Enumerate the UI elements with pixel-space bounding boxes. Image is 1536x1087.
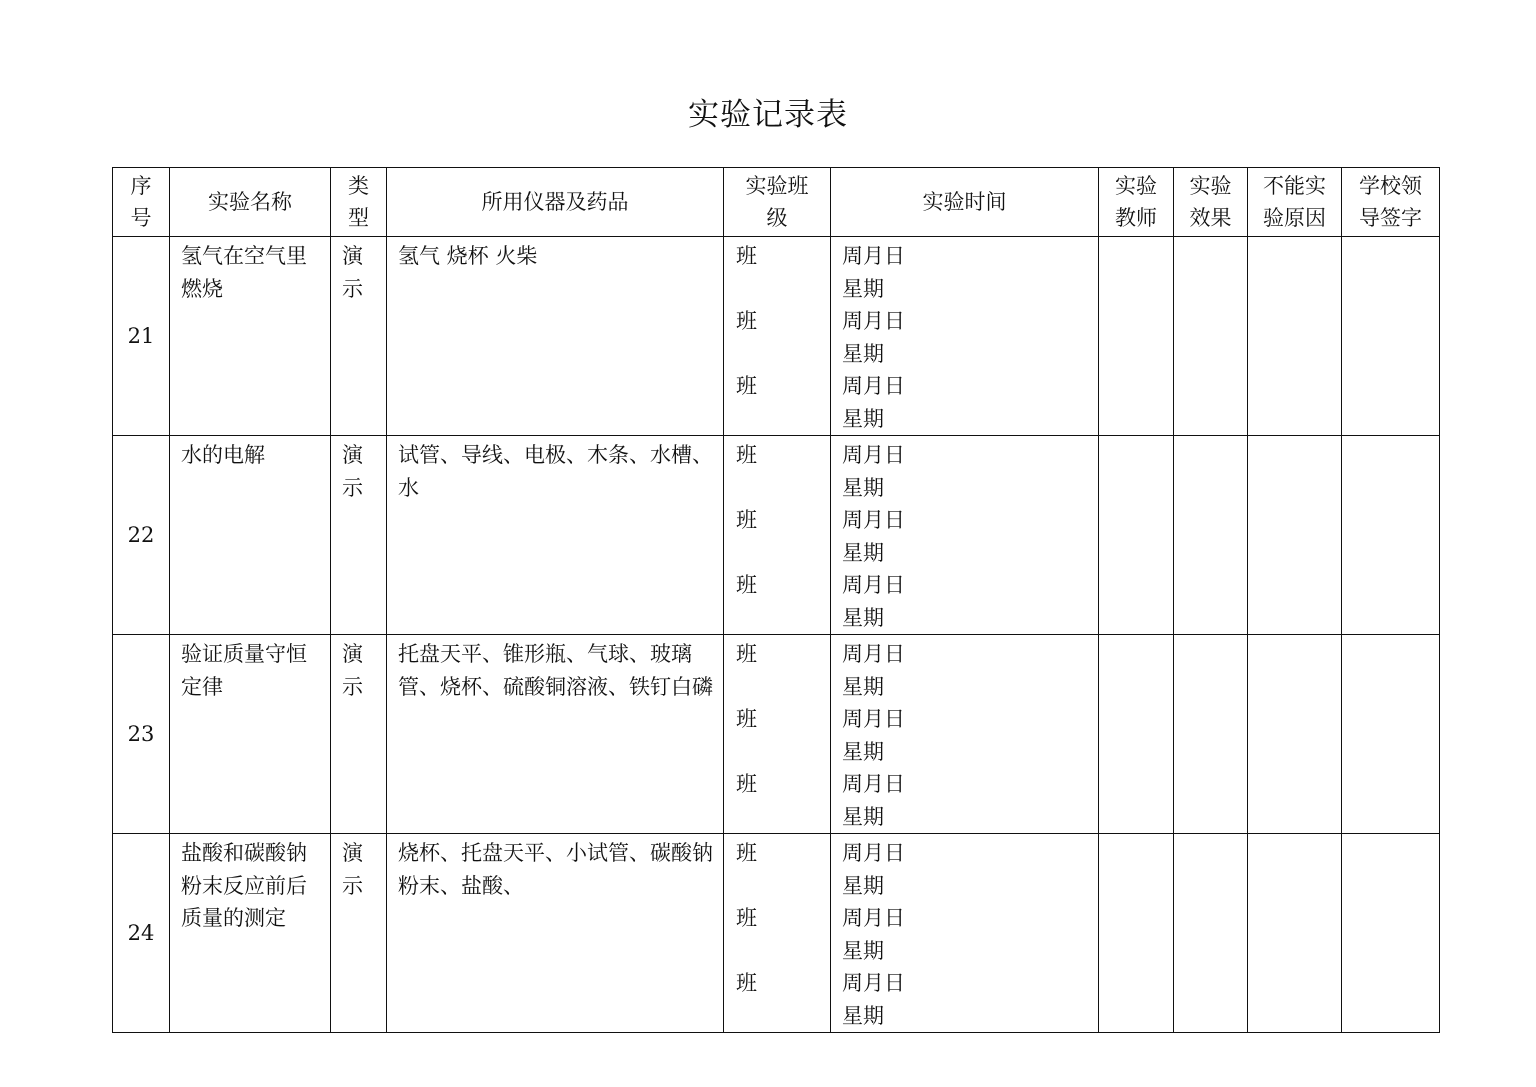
header-effect: 实验 效果: [1174, 168, 1248, 237]
weekday-line: 星期: [842, 540, 884, 565]
header-time: 实验时间: [831, 168, 1099, 237]
class-slot: 班: [736, 508, 757, 532]
cell-reason[interactable]: [1248, 436, 1342, 635]
weekday-line: 星期: [842, 605, 884, 630]
cell-effect[interactable]: [1174, 436, 1248, 635]
class-slot: 班: [736, 642, 757, 666]
table-row: [113, 237, 1440, 436]
cell-reason[interactable]: [1248, 635, 1342, 834]
cell-name: 氢气在空气里燃烧: [170, 237, 331, 436]
class-slot: 班: [736, 573, 757, 597]
header-type: 类 型: [331, 168, 387, 237]
cell-equipment: 托盘天平、锥形瓶、气球、玻璃管、烧杯、硫酸铜溶液、铁钉白磷: [387, 635, 724, 834]
header-signature: 学校领 导签字: [1342, 168, 1440, 237]
header-class: 实验班 级: [724, 168, 831, 237]
header-equipment: 所用仪器及药品: [387, 168, 724, 237]
cell-equipment: 氢气 烧杯 火柴: [387, 237, 724, 436]
weekday-line: 星期: [842, 341, 884, 366]
cell-reason[interactable]: [1248, 237, 1342, 436]
weekday-line: 星期: [842, 1003, 884, 1028]
date-line: 周月日: [842, 642, 905, 666]
cell-teacher[interactable]: [1099, 635, 1174, 834]
weekday-line: 星期: [842, 406, 884, 431]
weekday-line: 星期: [842, 739, 884, 764]
cell-reason[interactable]: [1248, 834, 1342, 1033]
date-line: 周月日: [842, 374, 905, 398]
cell-teacher[interactable]: [1099, 237, 1174, 436]
class-slot: 班: [736, 309, 757, 333]
class-slot: 班: [736, 374, 757, 398]
cell-equipment: 烧杯、托盘天平、小试管、碳酸钠粉末、盐酸、: [387, 834, 724, 1033]
date-line: 周月日: [842, 772, 905, 796]
cell-effect[interactable]: [1174, 635, 1248, 834]
weekday-line: 星期: [842, 804, 884, 829]
date-line: 周月日: [842, 443, 905, 467]
cell-seq: 23: [113, 635, 170, 834]
weekday-line: 星期: [842, 873, 884, 898]
cell-equipment: 试管、导线、电极、木条、水槽、水: [387, 436, 724, 635]
weekday-line: 星期: [842, 276, 884, 301]
table-row: [113, 635, 1440, 834]
cell-class: [724, 635, 831, 834]
cell-time: [831, 237, 1099, 436]
class-slot: 班: [736, 244, 757, 268]
cell-signature[interactable]: [1342, 635, 1440, 834]
date-line: 周月日: [842, 707, 905, 731]
cell-type: 演 示: [331, 436, 387, 635]
cell-effect[interactable]: [1174, 834, 1248, 1033]
table-row: [113, 834, 1440, 1033]
weekday-line: 星期: [842, 938, 884, 963]
cell-teacher[interactable]: [1099, 436, 1174, 635]
header-reason: 不能实 验原因: [1248, 168, 1342, 237]
cell-teacher[interactable]: [1099, 834, 1174, 1033]
cell-name: 盐酸和碳酸钠粉末反应前后质量的测定: [170, 834, 331, 1033]
header-name: 实验名称: [170, 168, 331, 237]
cell-class: [724, 436, 831, 635]
date-line: 周月日: [842, 244, 905, 268]
class-slot: 班: [736, 841, 757, 865]
cell-time: [831, 436, 1099, 635]
cell-class: [724, 237, 831, 436]
class-slot: 班: [736, 971, 757, 995]
header-teacher: 实验 教师: [1099, 168, 1174, 237]
cell-time: [831, 834, 1099, 1033]
page-title: 实验记录表: [688, 97, 848, 133]
date-line: 周月日: [842, 309, 905, 333]
date-line: 周月日: [842, 841, 905, 865]
cell-seq: 22: [113, 436, 170, 635]
cell-signature[interactable]: [1342, 237, 1440, 436]
cell-type: 演 示: [331, 834, 387, 1033]
weekday-line: 星期: [842, 475, 884, 500]
cell-seq: 24: [113, 834, 170, 1033]
cell-effect[interactable]: [1174, 237, 1248, 436]
date-line: 周月日: [842, 508, 905, 532]
cell-name: 验证质量守恒定律: [170, 635, 331, 834]
class-slot: 班: [736, 443, 757, 467]
table-row: [113, 436, 1440, 635]
cell-name: 水的电解: [170, 436, 331, 635]
class-slot: 班: [736, 772, 757, 796]
class-slot: 班: [736, 707, 757, 731]
cell-class: [724, 834, 831, 1033]
cell-signature[interactable]: [1342, 834, 1440, 1033]
cell-time: [831, 635, 1099, 834]
header-seq: 序 号: [113, 168, 170, 237]
cell-type: 演 示: [331, 635, 387, 834]
experiment-record-table: [112, 167, 1440, 1033]
date-line: 周月日: [842, 971, 905, 995]
cell-seq: 21: [113, 237, 170, 436]
cell-signature[interactable]: [1342, 436, 1440, 635]
weekday-line: 星期: [842, 674, 884, 699]
date-line: 周月日: [842, 906, 905, 930]
class-slot: 班: [736, 906, 757, 930]
date-line: 周月日: [842, 573, 905, 597]
cell-type: 演 示: [331, 237, 387, 436]
table-header-row: [113, 168, 1440, 237]
